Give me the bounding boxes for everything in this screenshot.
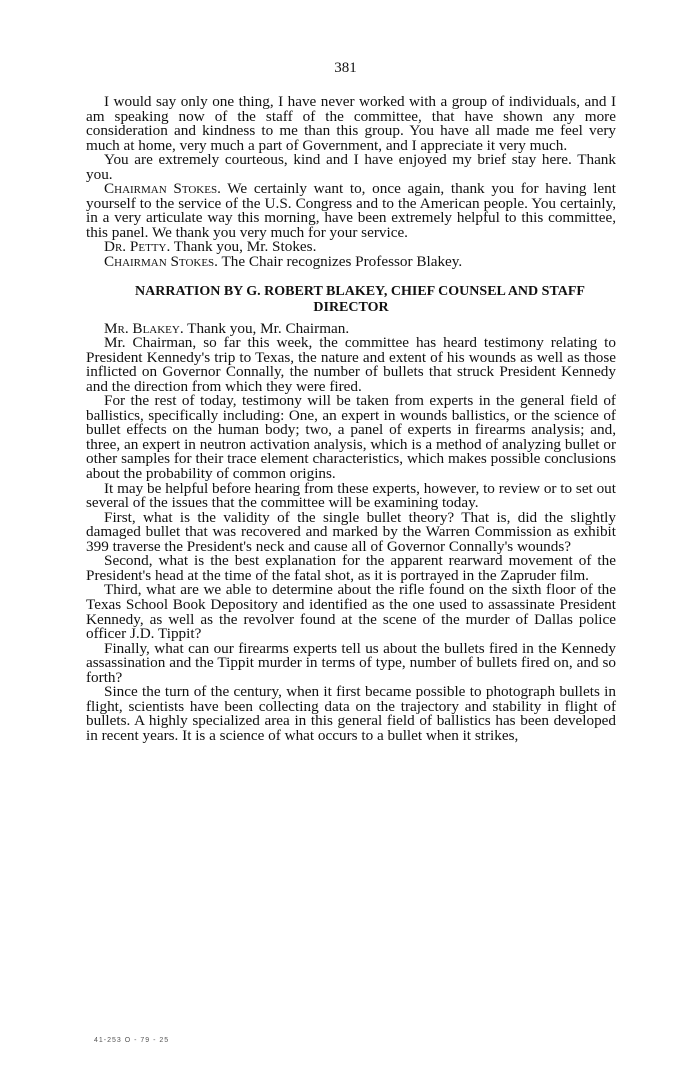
paragraph	[86, 255, 616, 270]
print-footer: 41-253 O - 79 - 25	[94, 1037, 170, 1044]
section-spacer	[86, 270, 616, 284]
paragraph	[86, 394, 616, 481]
paragraph	[86, 95, 616, 153]
paragraph-text: It may be helpful before hearing from these experts, however, to review or to set out several of the issues that the committee will be examining today.	[86, 479, 616, 512]
paragraph-text: Thank you, Mr. Stokes.	[170, 238, 317, 256]
paragraph-text: First, what is the validity of the single bullet theory? That is, did the slightly damaged bullet that was recovered and marked by the Warren Commission as exhibit 399 traverse the President's neck and cause all of Governor Connally's wounds?	[86, 508, 616, 555]
paragraph	[86, 153, 616, 182]
speaker-label: Chairman Stokes.	[104, 180, 221, 198]
speaker-label: Dr. Petty.	[104, 238, 171, 256]
speaker-label: Mr. Blakey.	[104, 319, 184, 337]
page-number: 381	[334, 60, 357, 76]
paragraph-text: We certainly want to, once again, thank you for having lent yourself to the service of the U.S. Congress and to the American people. You certainly, in a very articulate way this morning, have been extremely helpful to this committee, this panel. We thank you very much for your service.	[86, 180, 616, 241]
paragraph	[86, 182, 616, 240]
paragraph	[86, 583, 616, 641]
paragraph-text: Mr. Chairman, so far this week, the committee has heard testimony relating to President Kennedy's trip to Texas, the nature and extent of his wounds as well as those inflicted on Governor Connally, the number of bullets that struck President Kennedy and the direction from which they were fired.	[86, 334, 616, 395]
paragraph	[86, 479, 616, 512]
paragraph-text: For the rest of today, testimony will be taken from experts in the general field of ballistics, specifically including: One, an expert in wounds ballistics, or the science of bullet effects on the human body; two, a panel of experts in firearms analysis; and, three, an expert in neutron activation analysis, which is a method of analyzing bullet or other samples for their trace element characteristics, which makes possible conclusions about the probability of common origins.	[86, 392, 616, 483]
section-heading: NARRATION BY G. ROBERT BLAKEY, CHIEF COUNSEL AND STAFF DIRECTOR	[135, 283, 585, 315]
paragraph-text: Third, what are we able to determine about the rifle found on the sixth floor of the Texas School Book Depository and identified as the one used to assassinate President Kennedy, as well as the revolver found at the scene of the murder of Dallas police officer J.D. Tippit?	[86, 581, 616, 643]
paragraph-text: The Chair recognizes Professor Blakey.	[217, 253, 463, 271]
paragraph	[86, 639, 616, 686]
speaker-label: Chairman Stokes.	[104, 253, 218, 271]
paragraph	[86, 336, 616, 394]
paragraph	[86, 508, 616, 555]
paragraph-text: I would say only one thing, I have never worked with a group of individuals, and I am speaking now of the staff of the committee, that have shown any more consideration and kindness to me than this group. You have all made me feel very much at home, very much a part of Government, and I appreciate it very much.	[86, 93, 616, 154]
paragraph	[86, 685, 616, 743]
paragraph-text: Second, what is the best explanation for the apparent rearward movement of the President's head at the time of the fatal shot, as it is portrayed in the Zapruder film.	[86, 552, 616, 584]
paragraph-text: Finally, what can our firearms experts tell us about the bullets fired in the Kennedy assassination and the Tippit murder in terms of type, number of bullets fired on, and so forth?	[86, 639, 616, 686]
page-content	[86, 95, 616, 743]
paragraph-text: You are extremely courteous, kind and I have enjoyed my brief stay here. Thank you.	[86, 151, 616, 183]
paragraph-text: Since the turn of the century, when it first became possible to photograph bullets in flight, scientists have been collecting data on the trajectory and stability in flight of bullets. A highly specialized area in this general field of ballistics has been developed in recent years. It is a science of what occurs to a bullet when it strikes,	[86, 683, 616, 744]
paragraph-text: Thank you, Mr. Chairman.	[183, 319, 350, 337]
paragraph	[86, 554, 616, 583]
